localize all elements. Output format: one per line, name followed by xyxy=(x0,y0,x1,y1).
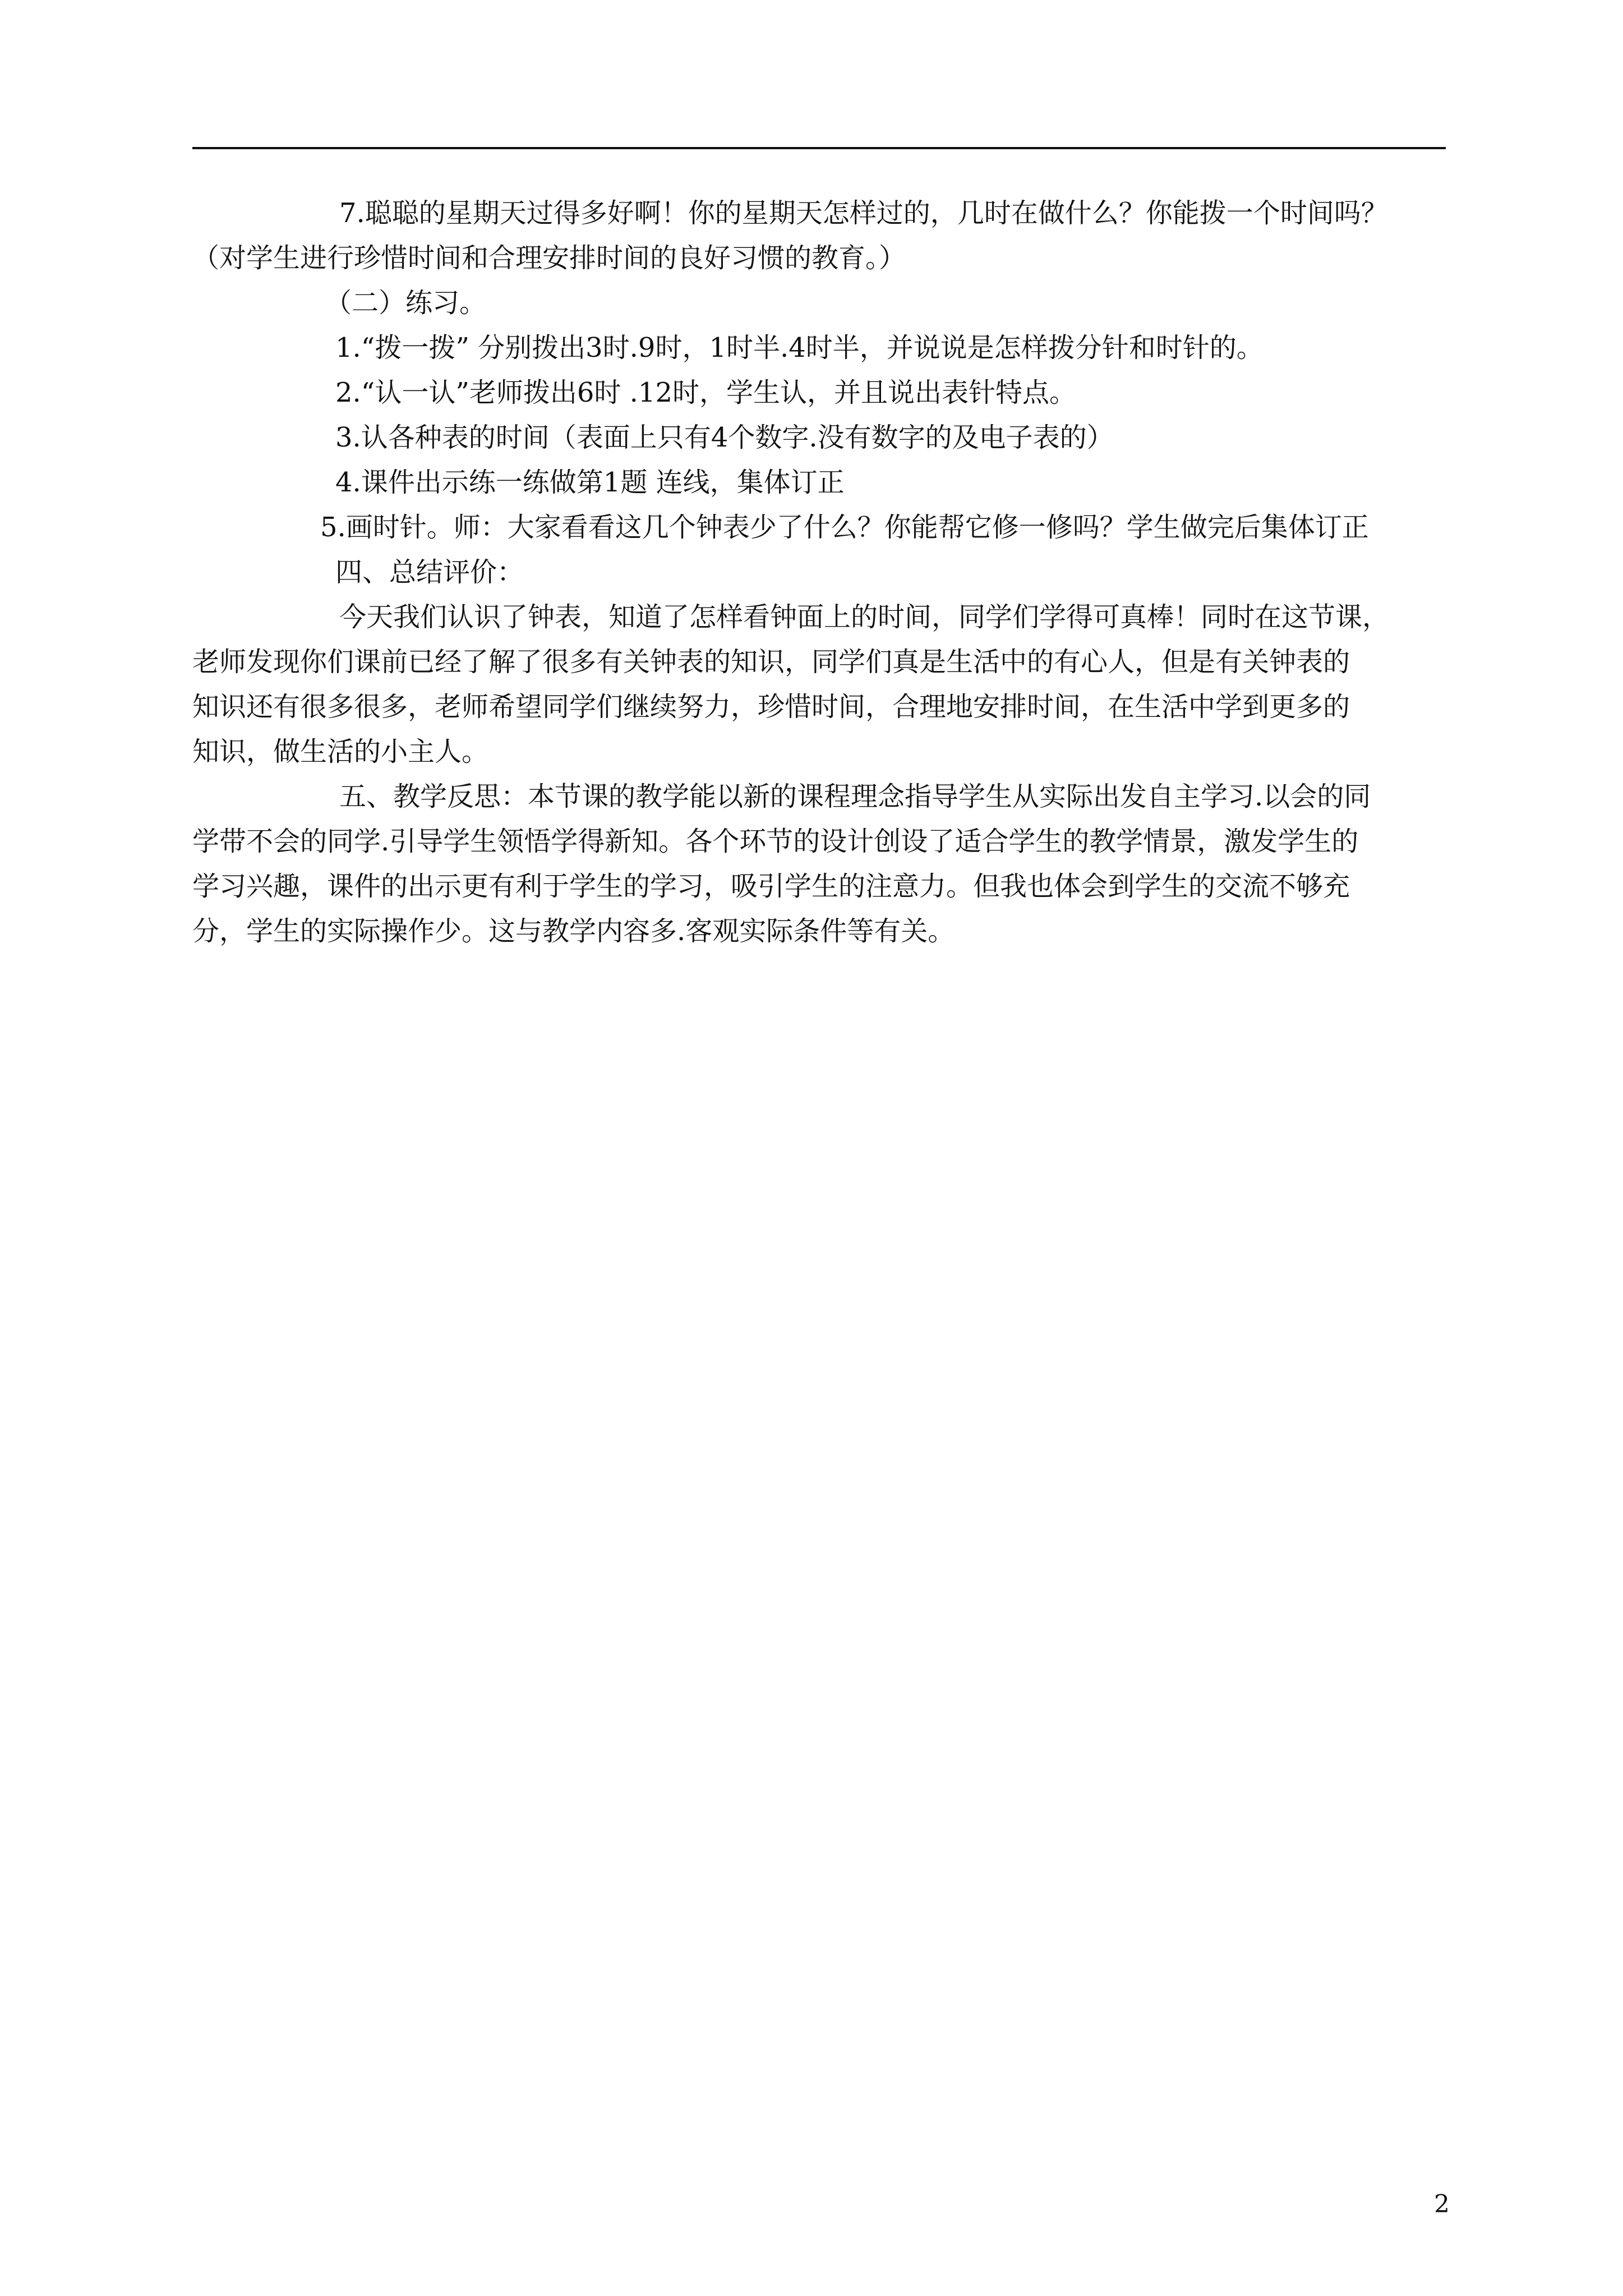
section-heading: （二）练习。 xyxy=(325,287,487,319)
list-item: 2.“认一认”老师拨出6时 .12时，学生认，并且说出表针特点。 xyxy=(335,377,1077,408)
paragraph-line: 老师发现你们课前已经了解了很多有关钟表的知识，同学们真是生活中的有心人，但是有关钟表的 xyxy=(192,646,1350,678)
document-body xyxy=(192,191,1446,954)
list-item: 1.“拨一拨” 分别拨出3时.9时，1时半.4时半，并说说是怎样拨分针和时针的。 xyxy=(335,332,1264,364)
paragraph-line: 分，学生的实际操作少。这与教学内容多.客观实际条件等有关。 xyxy=(192,915,955,947)
section-heading: 四、总结评价： xyxy=(335,556,524,588)
header-rule xyxy=(192,147,1446,149)
paragraph-line: 学带不会的同学.引导学生领悟学得新知。各个环节的设计创设了适合学生的教学情景，激发学生的 xyxy=(192,826,1359,857)
paragraph-line: 7.聪聪的星期天过得多好啊！你的星期天怎样过的，几时在做什么？你能拨一个时间吗？ xyxy=(339,197,1388,229)
paragraph-line: 知识还有很多很多，老师希望同学们继续努力，珍惜时间，合理地安排时间，在生活中学到更多的 xyxy=(192,691,1350,723)
paragraph-line: 五、教学反思：本节课的教学能以新的课程理念指导学生从实际出发自主学习.以会的同 xyxy=(339,781,1371,812)
paragraph-line: 今天我们认识了钟表，知道了怎样看钟面上的时间，同学们学得可真棒！同时在这节课， xyxy=(339,601,1390,633)
paragraph-line: 学习兴趣，课件的出示更有利于学生的学习，吸引学生的注意力。但我也体会到学生的交流不够充 xyxy=(192,871,1350,902)
page-number: 2 xyxy=(1434,2190,1450,2219)
paragraph-line: 知识，做生活的小主人。 xyxy=(192,736,489,767)
list-item: 4.课件出示练一练做第1题 连线，集体订正 xyxy=(335,467,845,498)
list-item: 3.认各种表的时间（表面上只有4个数字.没有数字的及电子表的） xyxy=(335,422,1114,453)
paragraph-line: （对学生进行珍惜时间和合理安排时间的良好习惯的教育。） xyxy=(192,242,906,274)
list-item: 5.画时针。师：大家看看这几个钟表少了什么？你能帮它修一修吗？学生做完后集体订正 xyxy=(320,512,1369,543)
